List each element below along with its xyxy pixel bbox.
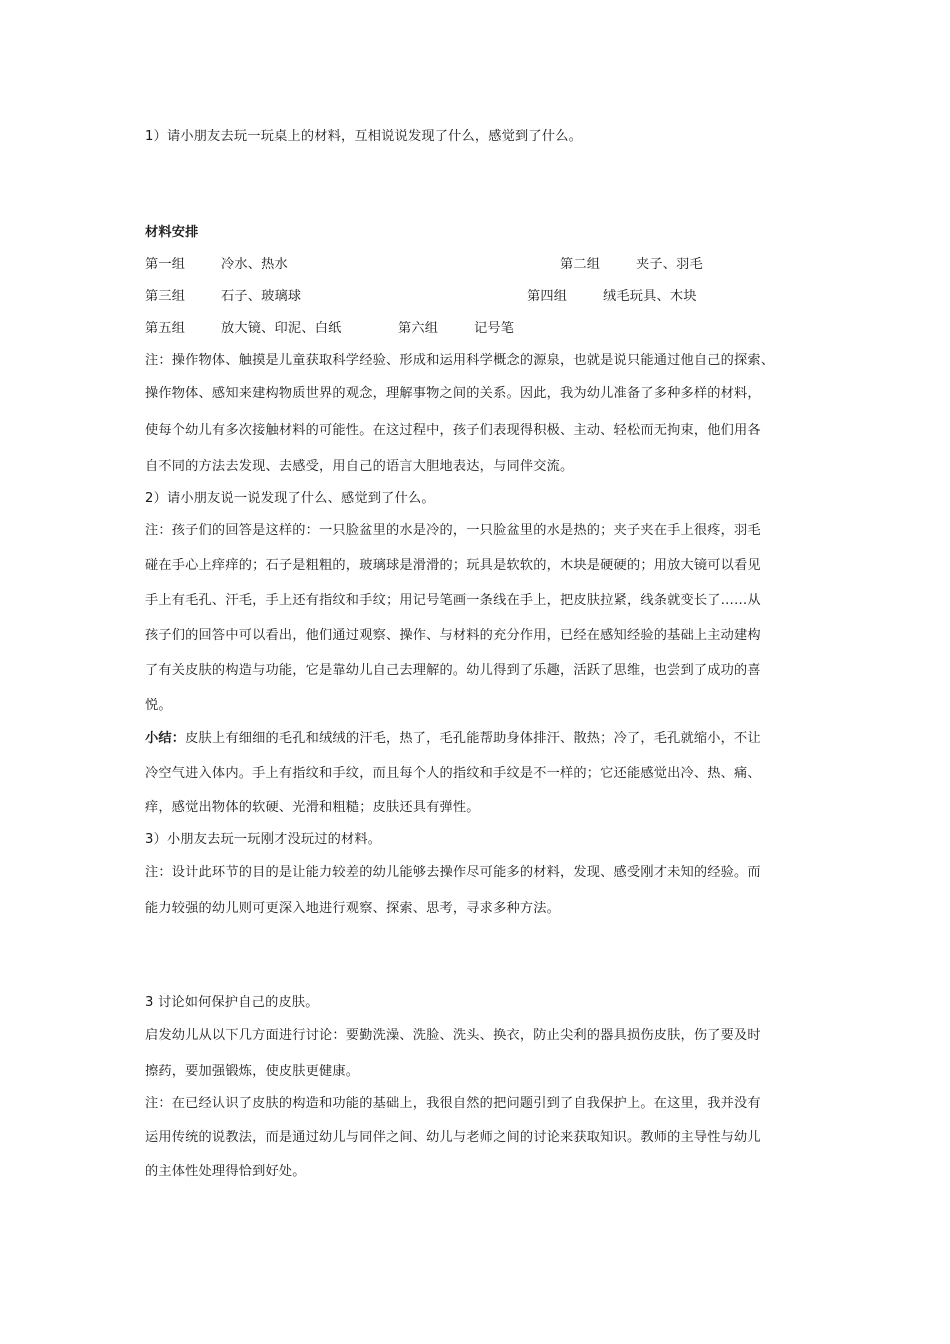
section-3-guide-line: 启发幼儿从以下几方面进行讨论：要勤洗澡、洗脸、洗头、换衣，防止尖利的器具损伤皮肤，伤了要及时	[145, 1028, 761, 1043]
section-3-note-line: 的主体性处理得恰到好处。	[145, 1164, 306, 1179]
summary-line: 皮肤上有细细的毛孔和绒绒的汗毛，热了，毛孔能帮助身体排汗、散热；冷了，毛孔就缩小，不让	[185, 731, 761, 746]
step-3: 3）小朋友去玩一玩刚才没玩过的材料。	[145, 832, 382, 847]
note-3-line: 注：设计此环节的目的是让能力较差的幼儿能够去操作尽可能多的材料，发现、感受刚才未知的经验。而	[145, 865, 761, 880]
group-4-name: 第四组	[527, 289, 568, 304]
group-6-name: 第六组	[398, 321, 439, 336]
section-3-guide-line: 擦药，要加强锻炼，使皮肤更健康。	[145, 1064, 360, 1079]
note-2-line: 碰在手心上痒痒的；石子是粗粗的，玻璃球是滑滑的；玩具是软软的，木块是硬硬的；用放大镜可以看见	[145, 558, 761, 573]
note-2-line: 注：孩子们的回答是这样的：一只脸盆里的水是冷的，一只脸盆里的水是热的；夹子夹在手上很疼，羽毛	[145, 523, 761, 538]
step-1: 1）请小朋友去玩一玩桌上的材料，互相说说发现了什么，感觉到了什么。	[145, 129, 582, 144]
summary-line: 痒，感觉出物体的软硬、光滑和粗糙；皮肤还具有弹性。	[145, 800, 480, 815]
note-1-line: 注：操作物体、触摸是儿童获取科学经验、形成和运用科学概念的源泉，也就是说只能通过他自己的探索、	[145, 353, 775, 368]
note-1-line: 使每个幼儿有多次接触材料的可能性。在这过程中，孩子们表现得积极、主动、轻松而无拘束，他们用各	[145, 423, 761, 438]
group-1-name: 第一组	[145, 257, 186, 272]
section-3-note-line: 运用传统的说教法，而是通过幼儿与同伴之间、幼儿与老师之间的讨论来获取知识。教师的主导性与幼儿	[145, 1130, 761, 1145]
summary-first-line	[145, 730, 761, 748]
step-2: 2）请小朋友说一说发现了什么、感觉到了什么。	[145, 491, 435, 506]
note-2-line: 了有关皮肤的构造与功能，它是靠幼儿自己去理解的。幼儿得到了乐趣，活跃了思维，也尝到了成功的喜	[145, 663, 761, 678]
section-3-title: 3 讨论如何保护自己的皮肤。	[145, 995, 319, 1010]
group-3-name: 第三组	[145, 289, 186, 304]
group-5-items: 放大镜、印泥、白纸	[221, 321, 342, 336]
group-2-items: 夹子、羽毛	[636, 257, 703, 272]
group-3-items: 石子、玻璃球	[221, 289, 302, 304]
note-2-line: 悦。	[145, 698, 172, 713]
group-4-items: 绒毛玩具、木块	[603, 289, 697, 304]
note-1-line: 自不同的方法去发现、去感受，用自己的语言大胆地表达，与同伴交流。	[145, 459, 574, 474]
group-1-items: 冷水、热水	[221, 257, 288, 272]
note-3-line: 能力较强的幼儿则可更深入地进行观察、探索、思考，寻求多种方法。	[145, 901, 561, 916]
note-2-line: 孩子们的回答中可以看出，他们通过观察、操作、与材料的充分作用，已经在感知经验的基础上主动建构	[145, 628, 761, 643]
group-6-items: 记号笔	[474, 321, 515, 336]
note-2-line: 手上有毛孔、汗毛，手上还有指纹和手纹；用记号笔画一条线在手上，把皮肤拉紧，线条就变长了……从	[145, 593, 761, 608]
section-3-note-line: 注：在已经认识了皮肤的构造和功能的基础上，我很自然的把问题引到了自我保护上。在这里，我并没有	[145, 1096, 761, 1111]
summary-line: 冷空气进入体内。手上有指纹和手纹，而且每个人的指纹和手纹是不一样的；它还能感觉出冷、热、痛、	[145, 766, 761, 781]
materials-heading: 材料安排	[145, 225, 199, 240]
summary-label: 小结：	[145, 731, 186, 746]
group-5-name: 第五组	[145, 321, 186, 336]
note-1-line: 操作物体、感知来建构物质世界的观念，理解事物之间的关系。因此，我为幼儿准备了多种多样的材料，	[145, 386, 761, 401]
group-2-name: 第二组	[560, 257, 601, 272]
